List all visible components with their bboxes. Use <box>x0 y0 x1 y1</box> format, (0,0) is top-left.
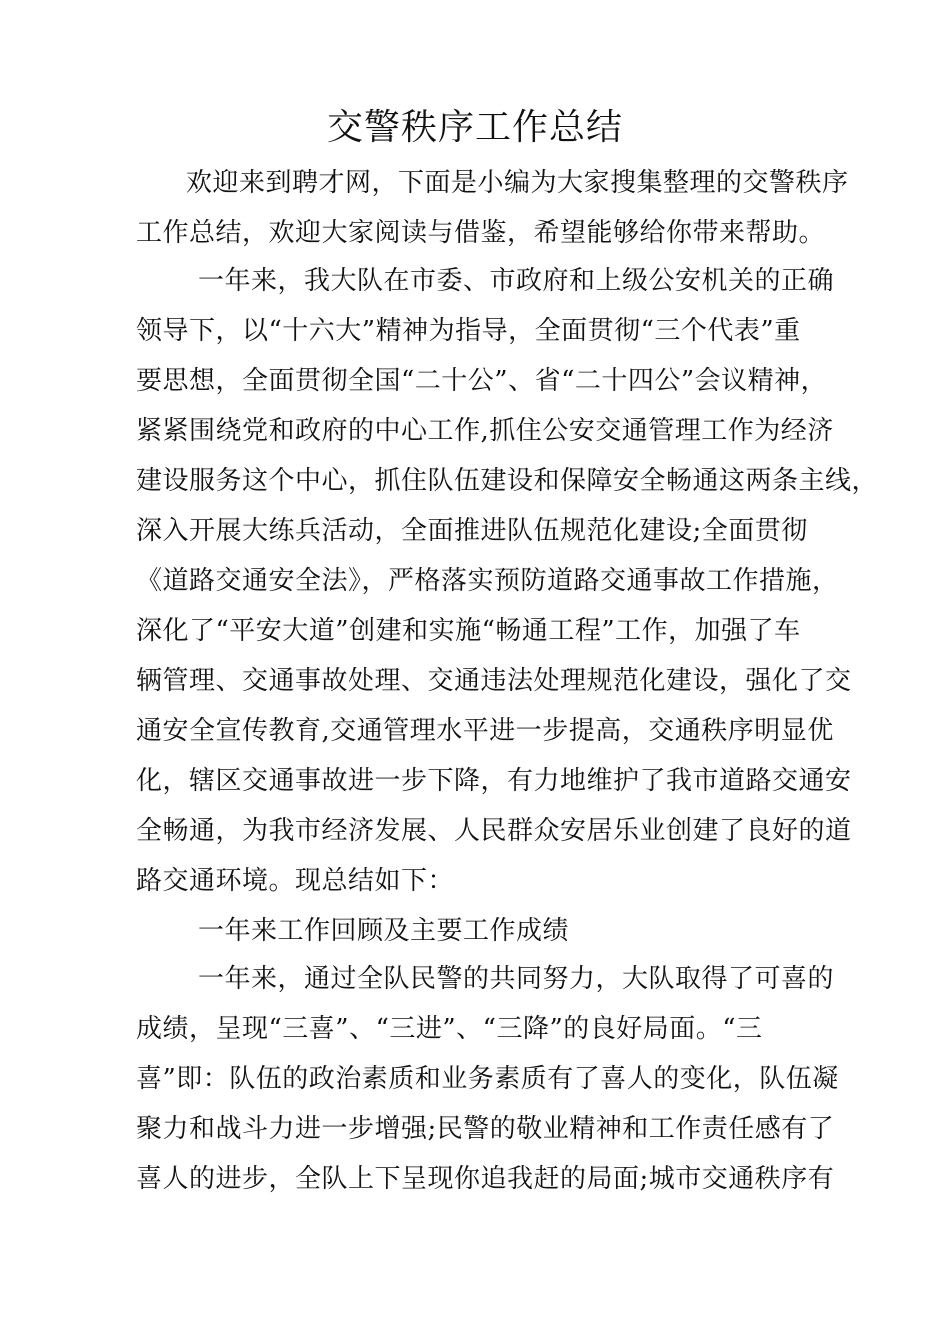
paragraph-line: 辆管理、交通事故处理、交通违法处理规范化建设，强化了交 <box>136 666 852 696</box>
paragraph-line: 紧紧围绕党和政府的中心工作,抓住公安交通管理工作为经济 <box>136 416 834 446</box>
paragraph-line: 一年来，我大队在市委、市政府和上级公安机关的正确 <box>198 266 835 296</box>
paragraph-line: 通安全宣传教育,交通管理水平进一步提高，交通秩序明显优 <box>136 716 834 746</box>
paragraph-line: 聚力和战斗力进一步增强;民警的敬业精神和工作责任感有了 <box>136 1114 835 1144</box>
paragraph-line: 喜”即：队伍的政治素质和业务素质有了喜人的变化，队伍凝 <box>136 1064 839 1094</box>
paragraph-line: 喜人的进步，全队上下呈现你追我赶的局面;城市交通秩序有 <box>136 1164 835 1194</box>
section-heading: 一年来工作回顾及主要工作成绩 <box>198 916 570 946</box>
paragraph-line: 深入开展大练兵活动，全面推进队伍规范化建设;全面贯彻 <box>136 516 808 546</box>
paragraph-line: 化，辖区交通事故进一步下降，有力地维护了我市道路交通安 <box>136 766 852 796</box>
paragraph-line: 工作总结，欢迎大家阅读与借鉴，希望能够给你带来帮助。 <box>136 218 826 248</box>
paragraph-line: 《道路交通安全法》，严格落实预防道路交通事故工作措施， <box>136 566 839 596</box>
paragraph-line: 要思想，全面贯彻全国“二十公”、省“二十四公”会议精神， <box>136 366 828 396</box>
paragraph-line: 全畅通，为我市经济发展、人民群众安居乐业创建了良好的道 <box>136 816 852 846</box>
paragraph-line: 领导下，以“十六大”精神为指导，全面贯彻“三个代表”重 <box>136 316 801 346</box>
paragraph-line: 深化了“平安大道”创建和实施“畅通工程”工作，加强了车 <box>136 616 801 646</box>
paragraph-line: 欢迎来到聘才网，下面是小编为大家搜集整理的交警秩序 <box>186 168 849 198</box>
paragraph-line: 建设服务这个中心，抓住队伍建设和保障安全畅通这两条主线， <box>136 466 879 496</box>
paragraph-line: 成绩，呈现“三喜”、“三进”、“三降”的良好局面。“三 <box>136 1014 763 1044</box>
paragraph-line: 一年来，通过全队民警的共同努力，大队取得了可喜的 <box>198 964 835 994</box>
paragraph-line: 路交通环境。现总结如下： <box>136 866 455 896</box>
document-title: 交警秩序工作总结 <box>326 107 623 148</box>
